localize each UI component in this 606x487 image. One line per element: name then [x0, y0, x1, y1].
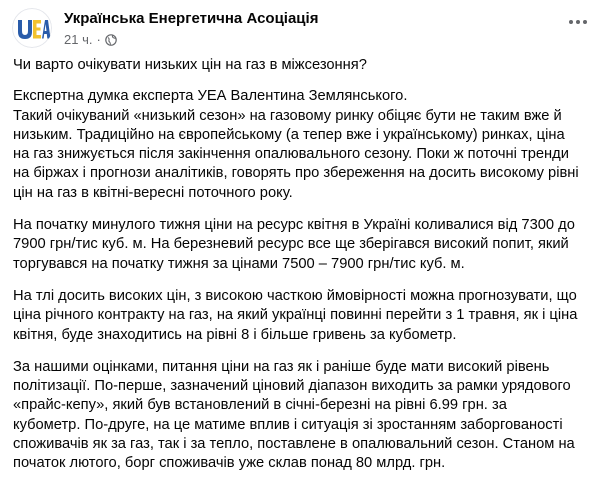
text-line: кубометр. По-друге, на це матиме вплив і ситуація зі зростанням заборгованості: [13, 416, 563, 433]
text-line: низьким. Традиційно на європейському (а тепер вже і українському) ринках, ціна: [13, 126, 565, 143]
globe-icon[interactable]: [105, 34, 117, 46]
text-line: 7900 грн/тис куб. м. На березневий ресурс все ще зберігався високий попит, який: [13, 236, 569, 253]
text-line: На початку минулого тижня ціни на ресурс квітня в Україні коливалися від 7300 до: [13, 217, 575, 234]
text-line: квітня, буде знаходитись на рівні 8 і більше гривень за кубометр.: [13, 326, 457, 343]
text-line: на газ знижується після закінчення опалювального сезону. Поки ж поточні тренди: [13, 146, 569, 163]
page-avatar[interactable]: [12, 8, 52, 48]
text-line: Такий очікуваний «низький сезон» на газовому ринку обіцяє бути не таким вже й: [13, 107, 562, 124]
post-paragraph: [13, 56, 599, 75]
meta-separator: ·: [96, 32, 101, 47]
text-line: споживачів як за газ, так і за тепло, поставлене в опалювальний сезон. Станом на: [13, 436, 575, 453]
post-paragraph: [13, 216, 599, 274]
post-body: [13, 56, 599, 487]
post-meta: [64, 32, 117, 47]
text-line: На тлі досить високих цін, з високою часткою ймовірності можна прогнозувати, що: [13, 287, 577, 304]
author-name[interactable]: Українська Енергетична Асоціація: [64, 10, 319, 27]
post-header: [12, 8, 606, 48]
post-title-line: Чи варто очікувати низьких цін на газ в міжсезоння?: [13, 57, 367, 73]
more-options-icon: [569, 20, 573, 24]
text-line: цін на газ в квітні-вересні поточного року.: [13, 184, 293, 201]
post-timestamp[interactable]: 21 ч.: [64, 32, 93, 47]
text-line: ціна річного контракту на газ, на який українці повинні перейти з 1 травня, як і ціна: [13, 307, 578, 324]
text-line: торгувався на початку тижня за цінами 7500 – 7900 грн/тис куб. м.: [13, 255, 465, 272]
uea-logo-icon: [12, 8, 52, 48]
post-paragraph: [13, 87, 599, 203]
more-options-button[interactable]: [564, 10, 592, 34]
post-paragraph: [13, 287, 599, 345]
post-paragraph: [13, 358, 599, 474]
text-line: «прайс-кепу», який був встановлений в січні-березні на рівні 6.99 грн. за: [13, 397, 507, 414]
text-line: початок лютого, борг споживачів уже склав понад 80 млрд. грн.: [13, 455, 446, 472]
text-line: на біржах і прогнози аналітиків, говорять про збереження на досить високому рівні: [13, 165, 579, 182]
text-line: політизації. По-перше, зазначений ціновий діапазон виходить за рамки урядового: [13, 378, 571, 395]
text-line: За нашими оцінками, питання ціни на газ як і раніше буде мати високий рівень: [13, 358, 550, 375]
text-line: Експертна думка експерта УЕА Валентина Землянського.: [13, 88, 408, 105]
